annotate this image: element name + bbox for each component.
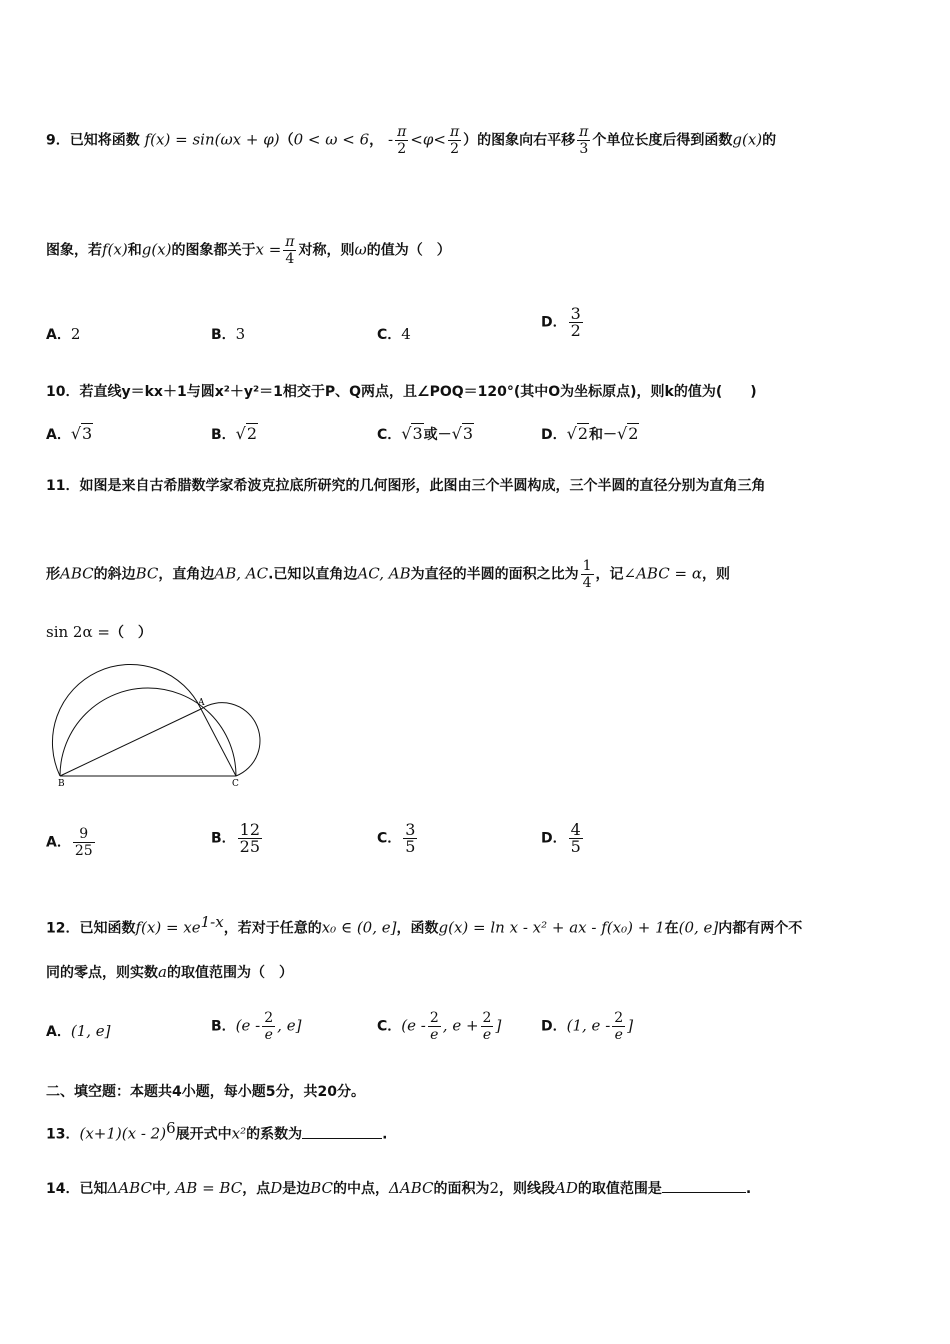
q14-bc: BC <box>310 1179 334 1197</box>
q12-interval: (0, e] <box>678 918 719 937</box>
q13-expr: (x+1)(x - 2) <box>79 1124 167 1143</box>
q9-frac-pi2a: $\frac{\pi}{2}$ <box>397 124 407 157</box>
q10-option-b[interactable]: B．√2 <box>211 424 258 443</box>
q12-x0: x₀ ∈ (0, e] <box>321 918 397 937</box>
q12-option-b[interactable]: B．(e - $\frac{2}{e}$ , e] <box>211 1010 302 1043</box>
q9-text2: ）的图象向右平移 <box>463 132 576 149</box>
q12-a: a <box>158 963 167 981</box>
q9-and: 和 <box>127 242 142 259</box>
q11-line1: 11．如图是来自古希腊数学家希波克拉底所研究的几何图形，此图由三个半圆构成，三个半圆的直径分别为直角三角 <box>46 478 766 494</box>
q9-option-a[interactable]: A．2 <box>46 325 81 343</box>
q9-g: g(x) <box>732 130 763 149</box>
q12-fexp: 1-x <box>200 913 224 931</box>
q9-lt1: < <box>410 130 423 149</box>
q14-eq: , AB = BC <box>165 1179 243 1197</box>
q9-comma: ， <box>369 132 384 149</box>
q11-label-c: C <box>232 779 239 789</box>
q10-option-a[interactable]: A．√3 <box>46 424 93 443</box>
q9-minus: - <box>388 130 394 149</box>
q9-line2 <box>46 234 451 267</box>
q12-option-a[interactable]: A．(1, e] <box>46 1022 111 1040</box>
q11-angle: ∠ABC = α <box>623 564 702 583</box>
q9-l2a: 图象，若 <box>46 242 102 259</box>
q10-option-d[interactable]: D．√2和－√2 <box>541 424 639 443</box>
q9-lt2: < <box>433 130 446 149</box>
q9-l2b: 的图象都关于 <box>171 242 256 259</box>
q13-x2: x² <box>231 1124 247 1143</box>
q10-text: 10．若直线y＝kx＋1与圆x²＋y²＝1相交于P、Q两点，且∠POQ＝120°(其中O为坐标原点)，则k的值为( ) <box>46 384 757 400</box>
q14-d: D <box>270 1179 283 1197</box>
q14-line: 14．已知ΔABC中, AB = BC，点D是边BC的中点，ΔABC的面积为2，则线段AD的取值范围是 . <box>46 1179 752 1197</box>
q13-line: 13．(x+1)(x - 2)$^6$展开式中x²的系数为 . <box>46 1119 388 1143</box>
q11-line2: 形ABC的斜边BC，直角边AB, AC.已知以直角边AC, AB为直径的半圆的面积之比为 $\frac{1}{4}$ ，记∠ABC = α，则 <box>46 558 730 591</box>
q10-option-c[interactable]: C．√3或－√3 <box>377 424 474 443</box>
q11-sin: sin 2α = <box>46 623 110 641</box>
q12-option-c[interactable]: C．(e - $\frac{2}{e}$ , e + $\frac{2}{e}$ ] <box>377 1010 502 1043</box>
q9-fx: f(x) <box>102 240 128 259</box>
q11-figure <box>48 662 268 792</box>
q9-frac-pi3: $\frac{\pi}{3}$ <box>579 124 589 157</box>
section2-heading: 二、填空题：本题共4小题，每小题5分，共20分。 <box>46 1084 365 1100</box>
q9-xeq: x = <box>255 240 282 259</box>
q9-function: f(x) = sin(ωx + φ) <box>144 130 280 149</box>
q14-tri2: ΔABC <box>389 1179 434 1197</box>
q11-option-a[interactable]: A． $\frac{9}{25}$ <box>46 826 93 859</box>
q9-paren: （ <box>279 132 294 149</box>
q11-acab: AC, AB <box>357 564 411 583</box>
q9-omega-range: 0 < ω < 6 <box>293 130 370 149</box>
q11-line3: sin 2α =（ ） <box>46 623 152 641</box>
q9-phi: φ <box>422 130 434 149</box>
q9-frac-pi2b: $\frac{\pi}{2}$ <box>449 124 460 157</box>
q12-option-d[interactable]: D．(1, e - $\frac{2}{e}$ ] <box>541 1010 634 1043</box>
q9-text4: 的 <box>762 132 777 149</box>
q14-answer-blank[interactable] <box>662 1178 746 1193</box>
q9-option-c[interactable]: C．4 <box>377 325 411 343</box>
q9-gx: g(x) <box>141 240 172 259</box>
q11-bc: BC <box>135 564 159 583</box>
q11-option-c[interactable]: C． $\frac{3}{5}$ <box>377 820 416 856</box>
q9-frac-pi4: $\frac{\pi}{4}$ <box>285 234 295 267</box>
q11-ratio: $\frac{1}{4}$ <box>582 558 592 591</box>
q9-text3: 个单位长度后得到函数 <box>592 132 733 149</box>
q9-text: 已知将函数 <box>69 132 140 149</box>
q11-label-b: B <box>58 779 65 789</box>
q14-two: 2 <box>489 1179 500 1197</box>
q9-line1 <box>46 124 776 157</box>
q14-ad: AD <box>555 1179 578 1197</box>
q9-number: 9． <box>46 132 70 149</box>
q9-l2d: 的值为（ ） <box>366 242 451 259</box>
q12-line2: 同的零点，则实数a的取值范围为（ ） <box>46 963 293 981</box>
q9-option-b[interactable]: B．3 <box>211 325 246 343</box>
q9-omega: ω <box>354 240 367 259</box>
q9-l2c: 对称，则 <box>298 242 355 259</box>
q12-line1: 12．已知函数$f(x) = xe^{1-x}$，若对于任意的x₀ ∈ (0, e]，函数g(x) = ln x - x² + ax - f(x₀) + 1在(0, e]内都有两个不 <box>46 913 803 937</box>
q11-abc: ABC <box>60 564 94 583</box>
q9-option-d[interactable]: D． $\frac{3}{2}$ <box>541 304 581 340</box>
q11-abac: AB, AC <box>214 564 269 583</box>
q12-f: f(x) = xe <box>135 918 201 937</box>
q11-option-b[interactable]: B． $\frac{12}{25}$ <box>211 820 261 856</box>
q12-g: g(x) = ln x - x² + ax - f(x₀) + 1 <box>438 918 665 937</box>
q11-option-d[interactable]: D． $\frac{4}{5}$ <box>541 820 581 856</box>
q14-tri: ΔABC <box>107 1179 152 1197</box>
q13-exp: 6 <box>166 1119 176 1137</box>
q11-label-a: A <box>198 698 205 708</box>
q13-answer-blank[interactable] <box>302 1124 382 1139</box>
